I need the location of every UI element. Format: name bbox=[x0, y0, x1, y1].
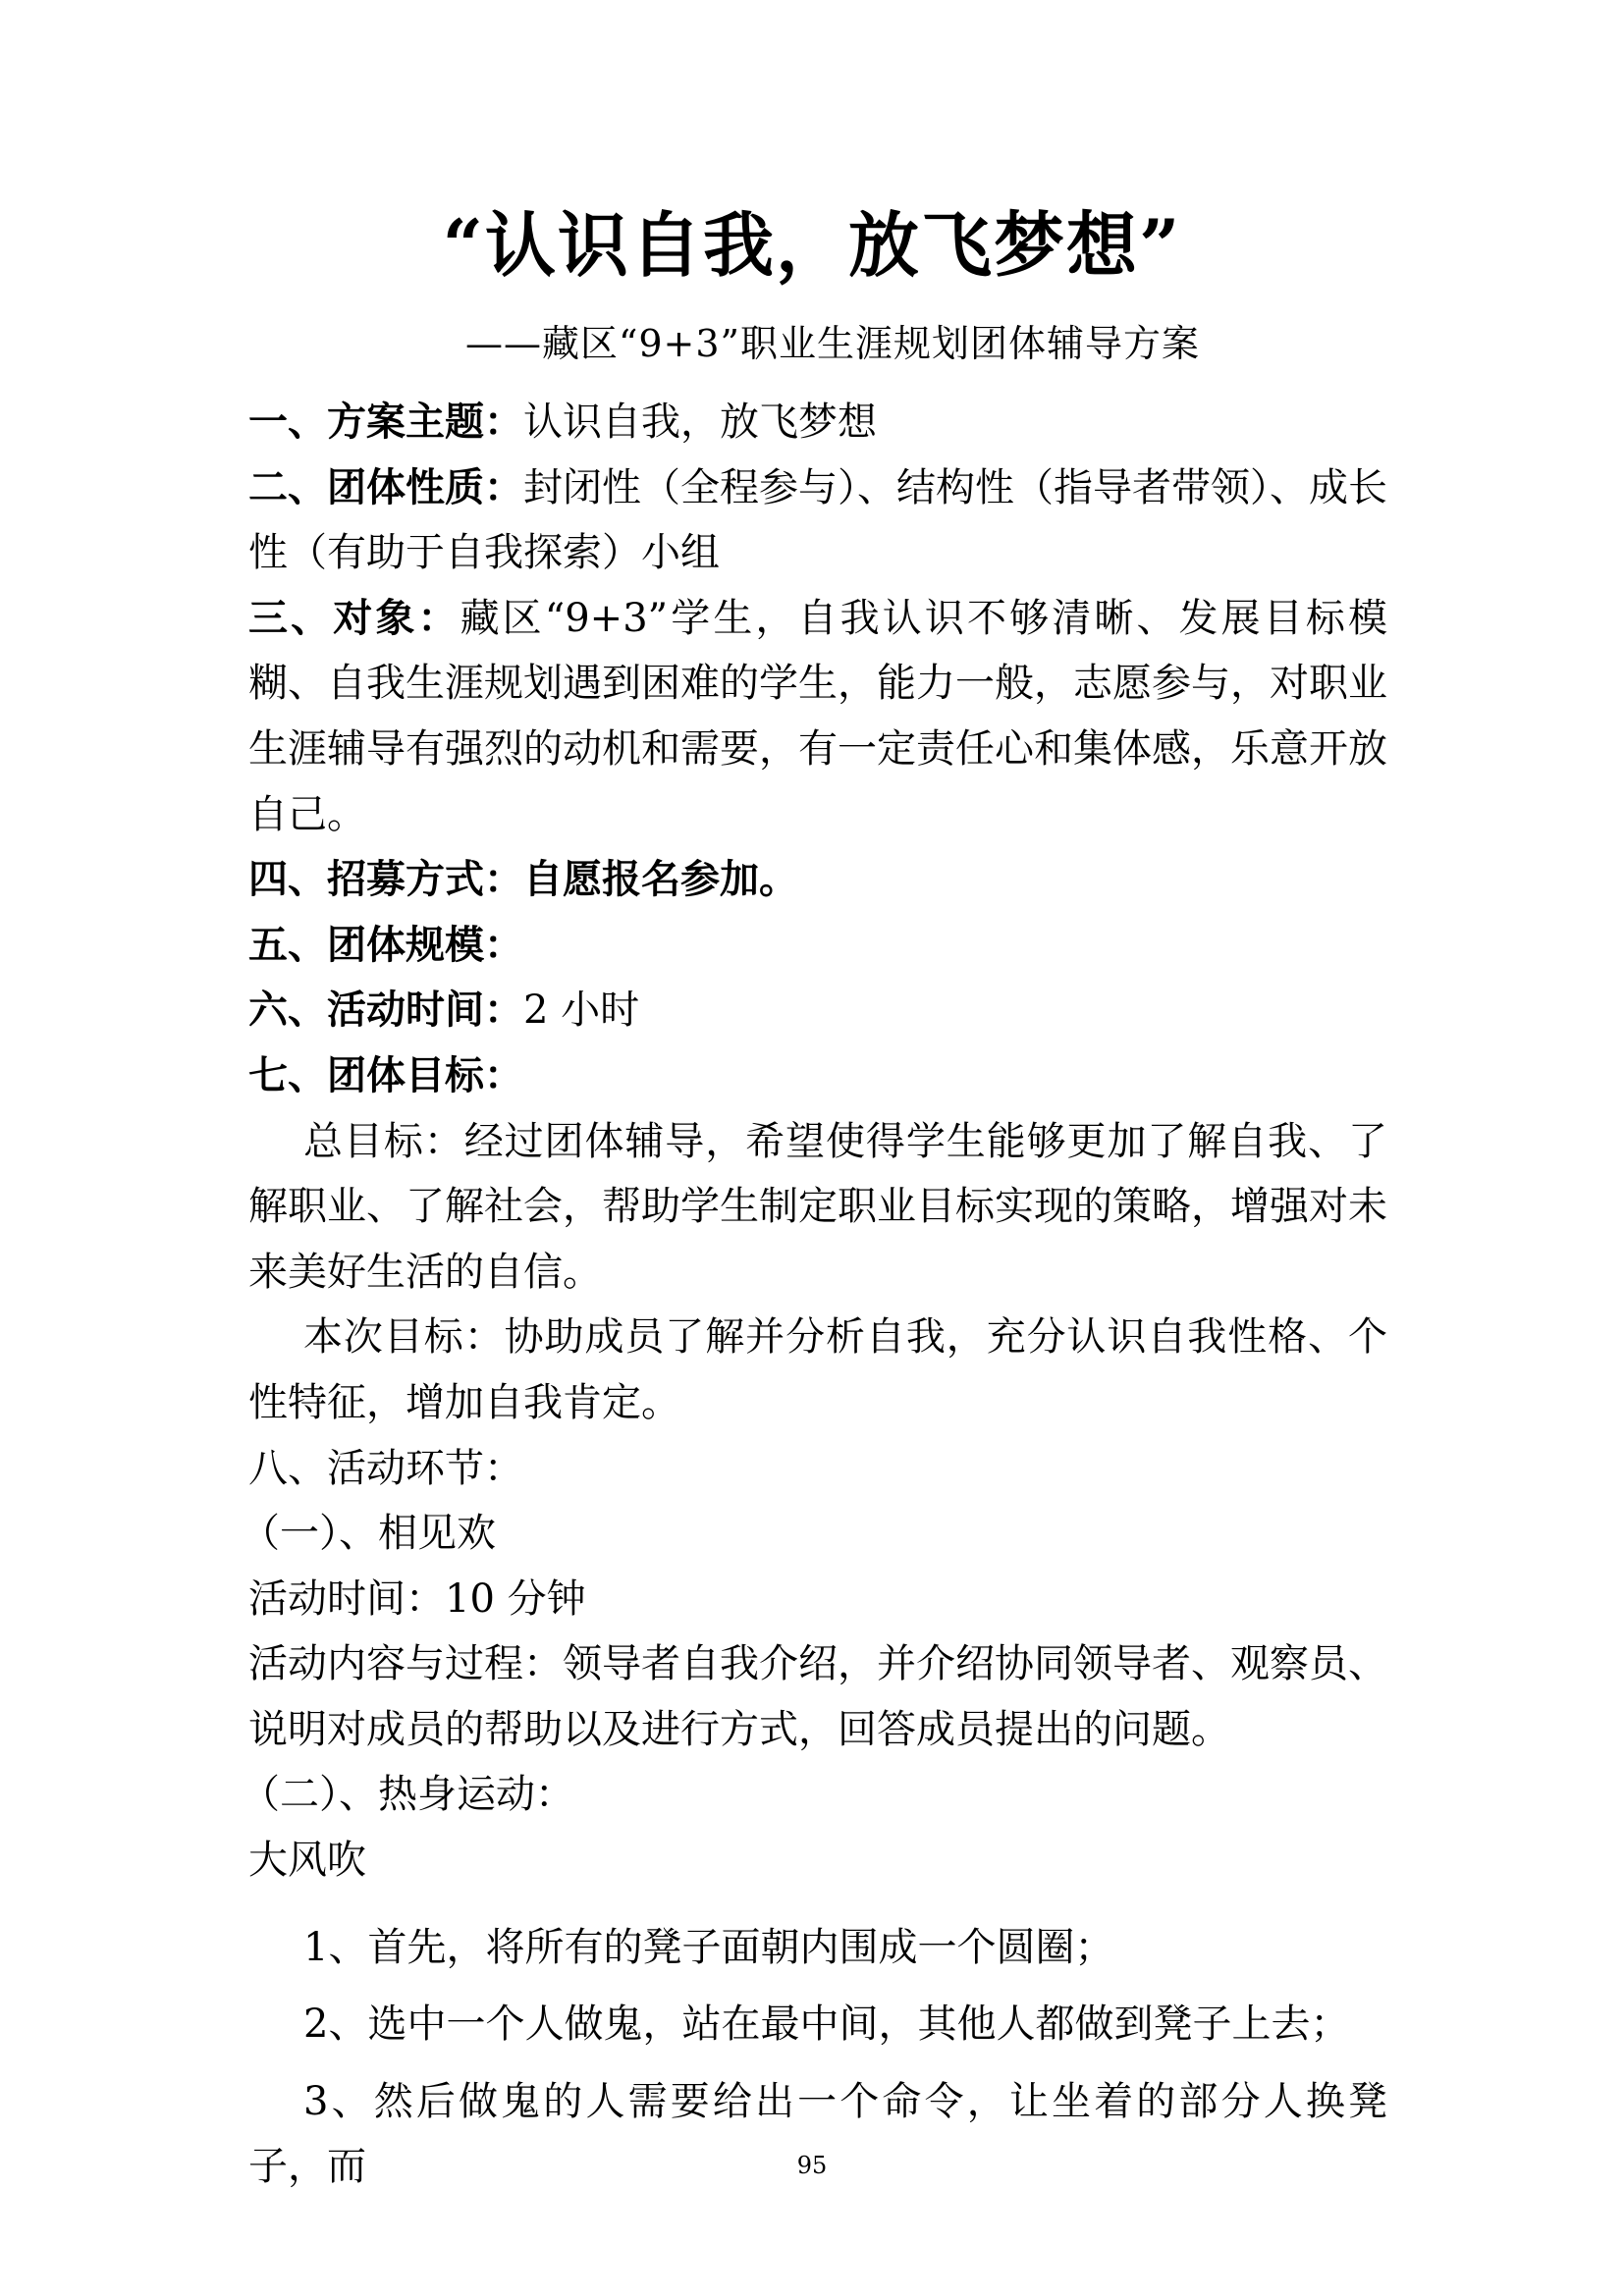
activity-part2-game: 大风吹 bbox=[248, 1838, 366, 1884]
page-number: 95 bbox=[796, 2152, 828, 2179]
activity-step-1: 1、首先，将所有的凳子面朝内围成一个圆圈； bbox=[303, 1924, 1114, 1970]
section-scale bbox=[248, 913, 1387, 979]
section-activities-label: 八、活动环节： bbox=[248, 1445, 523, 1491]
section-recruitment-text: 自愿报名参加。 bbox=[523, 856, 798, 903]
section-nature-label: 二、团体性质： bbox=[248, 463, 523, 510]
document-subtitle: ——藏区“9+3”职业生涯规划团体辅导方案 bbox=[464, 322, 1200, 365]
goal-current: 本次目标：协助成员了解并分析自我，充分认识自我性格、个性特征，增加自我肯定。 bbox=[248, 1314, 1387, 1425]
document-title: “认识自我，放飞梦想” bbox=[442, 203, 1182, 287]
goal-overall: 总目标：经过团体辅导，希望使得学生能够更加了解自我、了解职业、了解社会，帮助学生制定职业目标实现的策略，增强对未来美好生活的自信。 bbox=[248, 1118, 1387, 1295]
activity-part1-time: 活动时间：10 分钟 bbox=[248, 1575, 586, 1622]
section-theme-text: 认识自我，放飞梦想 bbox=[523, 400, 877, 445]
activity-part2-title: （二）、热身运动： bbox=[241, 1772, 574, 1818]
section-recruitment-label: 四、招募方式： bbox=[248, 856, 523, 903]
section-recruitment bbox=[248, 847, 1387, 913]
section-nature-text: 封闭性（全程参与）、结构性（指导者带领）、成长性（有助于自我探索）小组 bbox=[248, 464, 1387, 576]
section-scale-label: 五、团体规模： bbox=[248, 921, 523, 968]
document-body bbox=[241, 390, 1388, 2212]
section-duration-label: 六、活动时间： bbox=[248, 987, 523, 1034]
section-goals-label: 七、团体目标： bbox=[248, 1051, 523, 1098]
section-duration-text: 2 小时 bbox=[523, 988, 640, 1034]
activity-part1-content: 活动内容与过程：领导者自我介绍，并介绍协同领导者、观察员、说明对成员的帮助以及进行方式，回答成员提出的问题。 bbox=[248, 1641, 1387, 1752]
section-duration bbox=[248, 978, 1387, 1043]
section-target bbox=[248, 586, 1387, 847]
section-target-text: 藏区“9+3”学生，自我认识不够清晰、发展目标模糊、自我生涯规划遇到困难的学生，能力一般，志愿参与，对职业生涯辅导有强烈的动机和需要，有一定责任心和集体感，乐意开放自己。 bbox=[248, 595, 1388, 837]
activity-step-3: 3、然后做鬼的人需要给出一个命令，让坐着的部分人换凳子，而 bbox=[248, 2078, 1387, 2190]
activity-step-2: 2、选中一个人做鬼，站在最中间，其他人都做到凳子上去； bbox=[303, 2002, 1350, 2048]
section-goals bbox=[248, 1043, 1387, 1109]
activity-part1-title: （一）、相见欢 bbox=[241, 1511, 496, 1557]
section-theme-label: 一、方案主题： bbox=[248, 399, 523, 445]
section-nature bbox=[248, 455, 1387, 586]
section-theme bbox=[248, 390, 1387, 455]
section-target-label: 三、对象： bbox=[248, 594, 460, 641]
